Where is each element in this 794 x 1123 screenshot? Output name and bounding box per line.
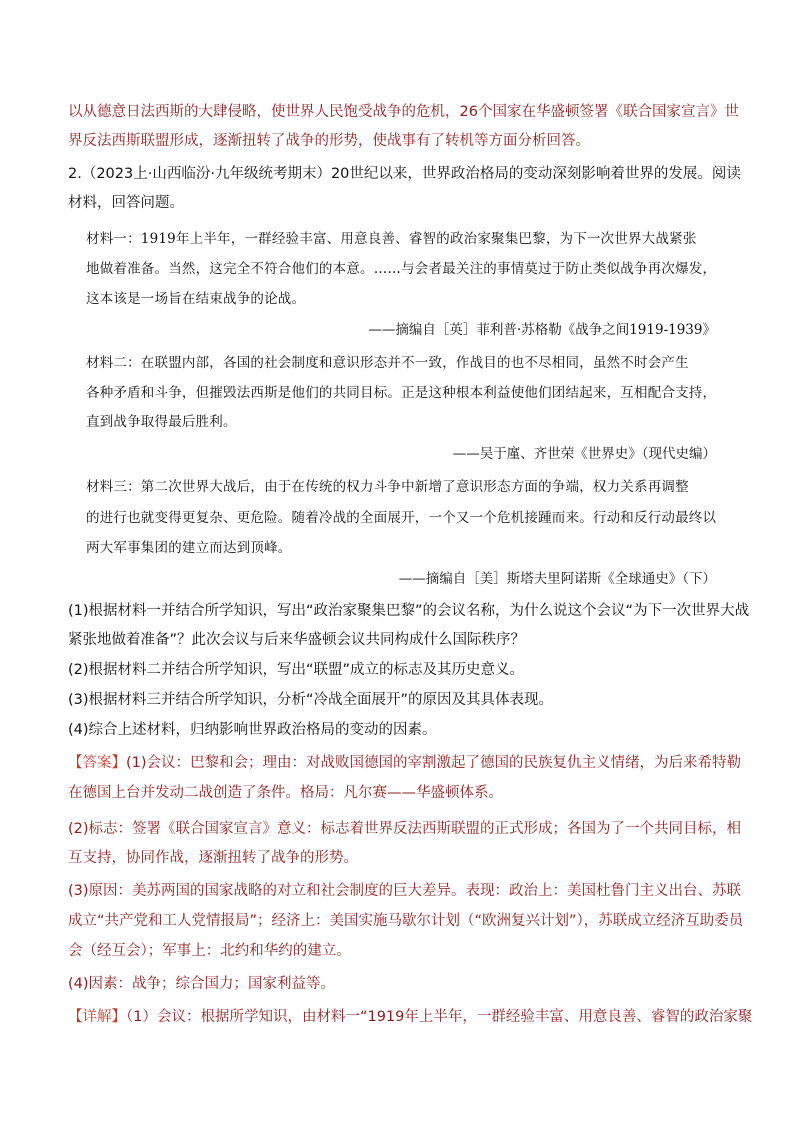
question-2-line-2: 材料，回答问题。 (68, 195, 184, 211)
answer-1-text: (1)会议：巴黎和会；理由：对战败国德国的宰割激起了德国的民族复仇主义情绪，为后来希特勒 (126, 755, 742, 771)
material-1-line-3: 这本该是一场旨在结束战争的论战。 (86, 291, 306, 307)
sub-question-4: (4)综合上述材料，归纳影响世界政治格局的变动的因素。 (68, 722, 437, 738)
answer-3-line-3: 会（经互会）；军事上：北约和华约的建立。 (68, 943, 351, 959)
material-3-line-3: 两大军事集团的建立而达到顶峰。 (86, 540, 292, 556)
material-1-line-2: 地做着准备。当然，这完全不符合他们的本意。……与会者最关注的事情莫过于防止类似战争再次爆发， (86, 261, 717, 277)
prev-answer-line-2: 界反法西斯联盟形成，逐渐扭转了战争的形势，使战事有了转机等方面分析回答。 (68, 133, 590, 149)
prev-answer-line-1: 以从德意日法西斯的大肆侵略，使世界人民饱受战争的危机，26个国家在华盛顿签署《联合国家宣言》世 (68, 104, 739, 120)
detail-line-1 (68, 1007, 753, 1027)
material-2-line-2: 各种矛盾和斗争，但摧毁法西斯是他们的共同目标。正是这种根本利益使他们团结起来，互相配合支持， (86, 385, 717, 401)
material-2-line-3: 直到战争取得最后胜利。 (86, 414, 237, 430)
material-3-line-2: 的进行也就变得更复杂、更危险。随着冷战的全面展开，一个又一个危机接踵而来。行动和反行动最终以 (86, 510, 717, 526)
material-1-source: ——摘编自［英］菲利普·苏格勒《战争之间1919-1939》 (368, 322, 716, 338)
material-3-line-1: 材料三：第二次世界大战后，由于在传统的权力斗争中新增了意识形态方面的争端，权力关系再调整 (86, 479, 689, 495)
sub-question-1-line-1: (1)根据材料一并结合所学知识，写出“政治家聚集巴黎”的会议名称，为什么说这个会议“为下一次世界大战 (68, 603, 750, 619)
answer-2-line-1: (2)标志：签署《联合国家宣言》意义：标志着世界反法西斯联盟的正式形成；各国为了一个共同目标，相 (68, 821, 742, 837)
answer-1-line-1 (68, 753, 742, 773)
answer-1-line-2: 在德国上台并发动二战创造了条件。格局：凡尔赛——华盛顿体系。 (68, 785, 503, 801)
question-2-line-1: 2.（2023上·山西临汾·九年级统考期末）20世纪以来，世界政治格局的变动深刻影响着世界的发展。阅读 (68, 166, 741, 182)
material-3-source: ——摘编自［美］斯塔夫里阿诺斯《全球通史》（下） (398, 571, 716, 587)
sub-question-3: (3)根据材料三并结合所学知识，分析“冷战全面展开”的原因及其具体表现。 (68, 692, 554, 708)
detail-tag: 【详解】 (68, 1009, 126, 1025)
answer-3-line-2: 成立“共产党和工人党情报局”；经济上：美国实施马歇尔计划（“欧洲复兴计划”），苏联成立经济互助委员 (68, 913, 744, 929)
sub-question-2: (2)根据材料二并结合所学知识，写出“联盟”成立的标志及其历史意义。 (68, 662, 525, 678)
sub-question-1-line-2: 紧张地做着准备”？此次会议与后来华盛顿会议共同构成什么国际秩序？ (68, 632, 526, 648)
material-1-line-1: 材料一：1919年上半年，一群经验丰富、用意良善、睿智的政治家聚集巴黎，为下一次世界大战紧张 (86, 231, 697, 247)
answer-3-line-1: (3)原因：美苏两国的国家战略的对立和社会制度的巨大差异。表现：政治上：美国杜鲁门主义出台、苏联 (68, 883, 742, 899)
material-2-line-1: 材料二：在联盟内部，各国的社会制度和意识形态并不一致，作战目的也不尽相同，虽然不时会产生 (86, 355, 689, 371)
detail-text: （1）会议：根据所学知识，由材料一“1919年上半年，一群经验丰富、用意良善、睿智的政治家聚 (126, 1009, 753, 1025)
answer-tag: 【答案】 (68, 755, 126, 771)
answer-4: (4)因素：战争；综合国力；国家利益等。 (68, 976, 336, 992)
material-2-source: ——吴于廑、齐世荣《世界史》（现代史编） (452, 446, 716, 462)
answer-2-line-2: 互支持，协同作战，逐渐扭转了战争的形势。 (68, 850, 358, 866)
